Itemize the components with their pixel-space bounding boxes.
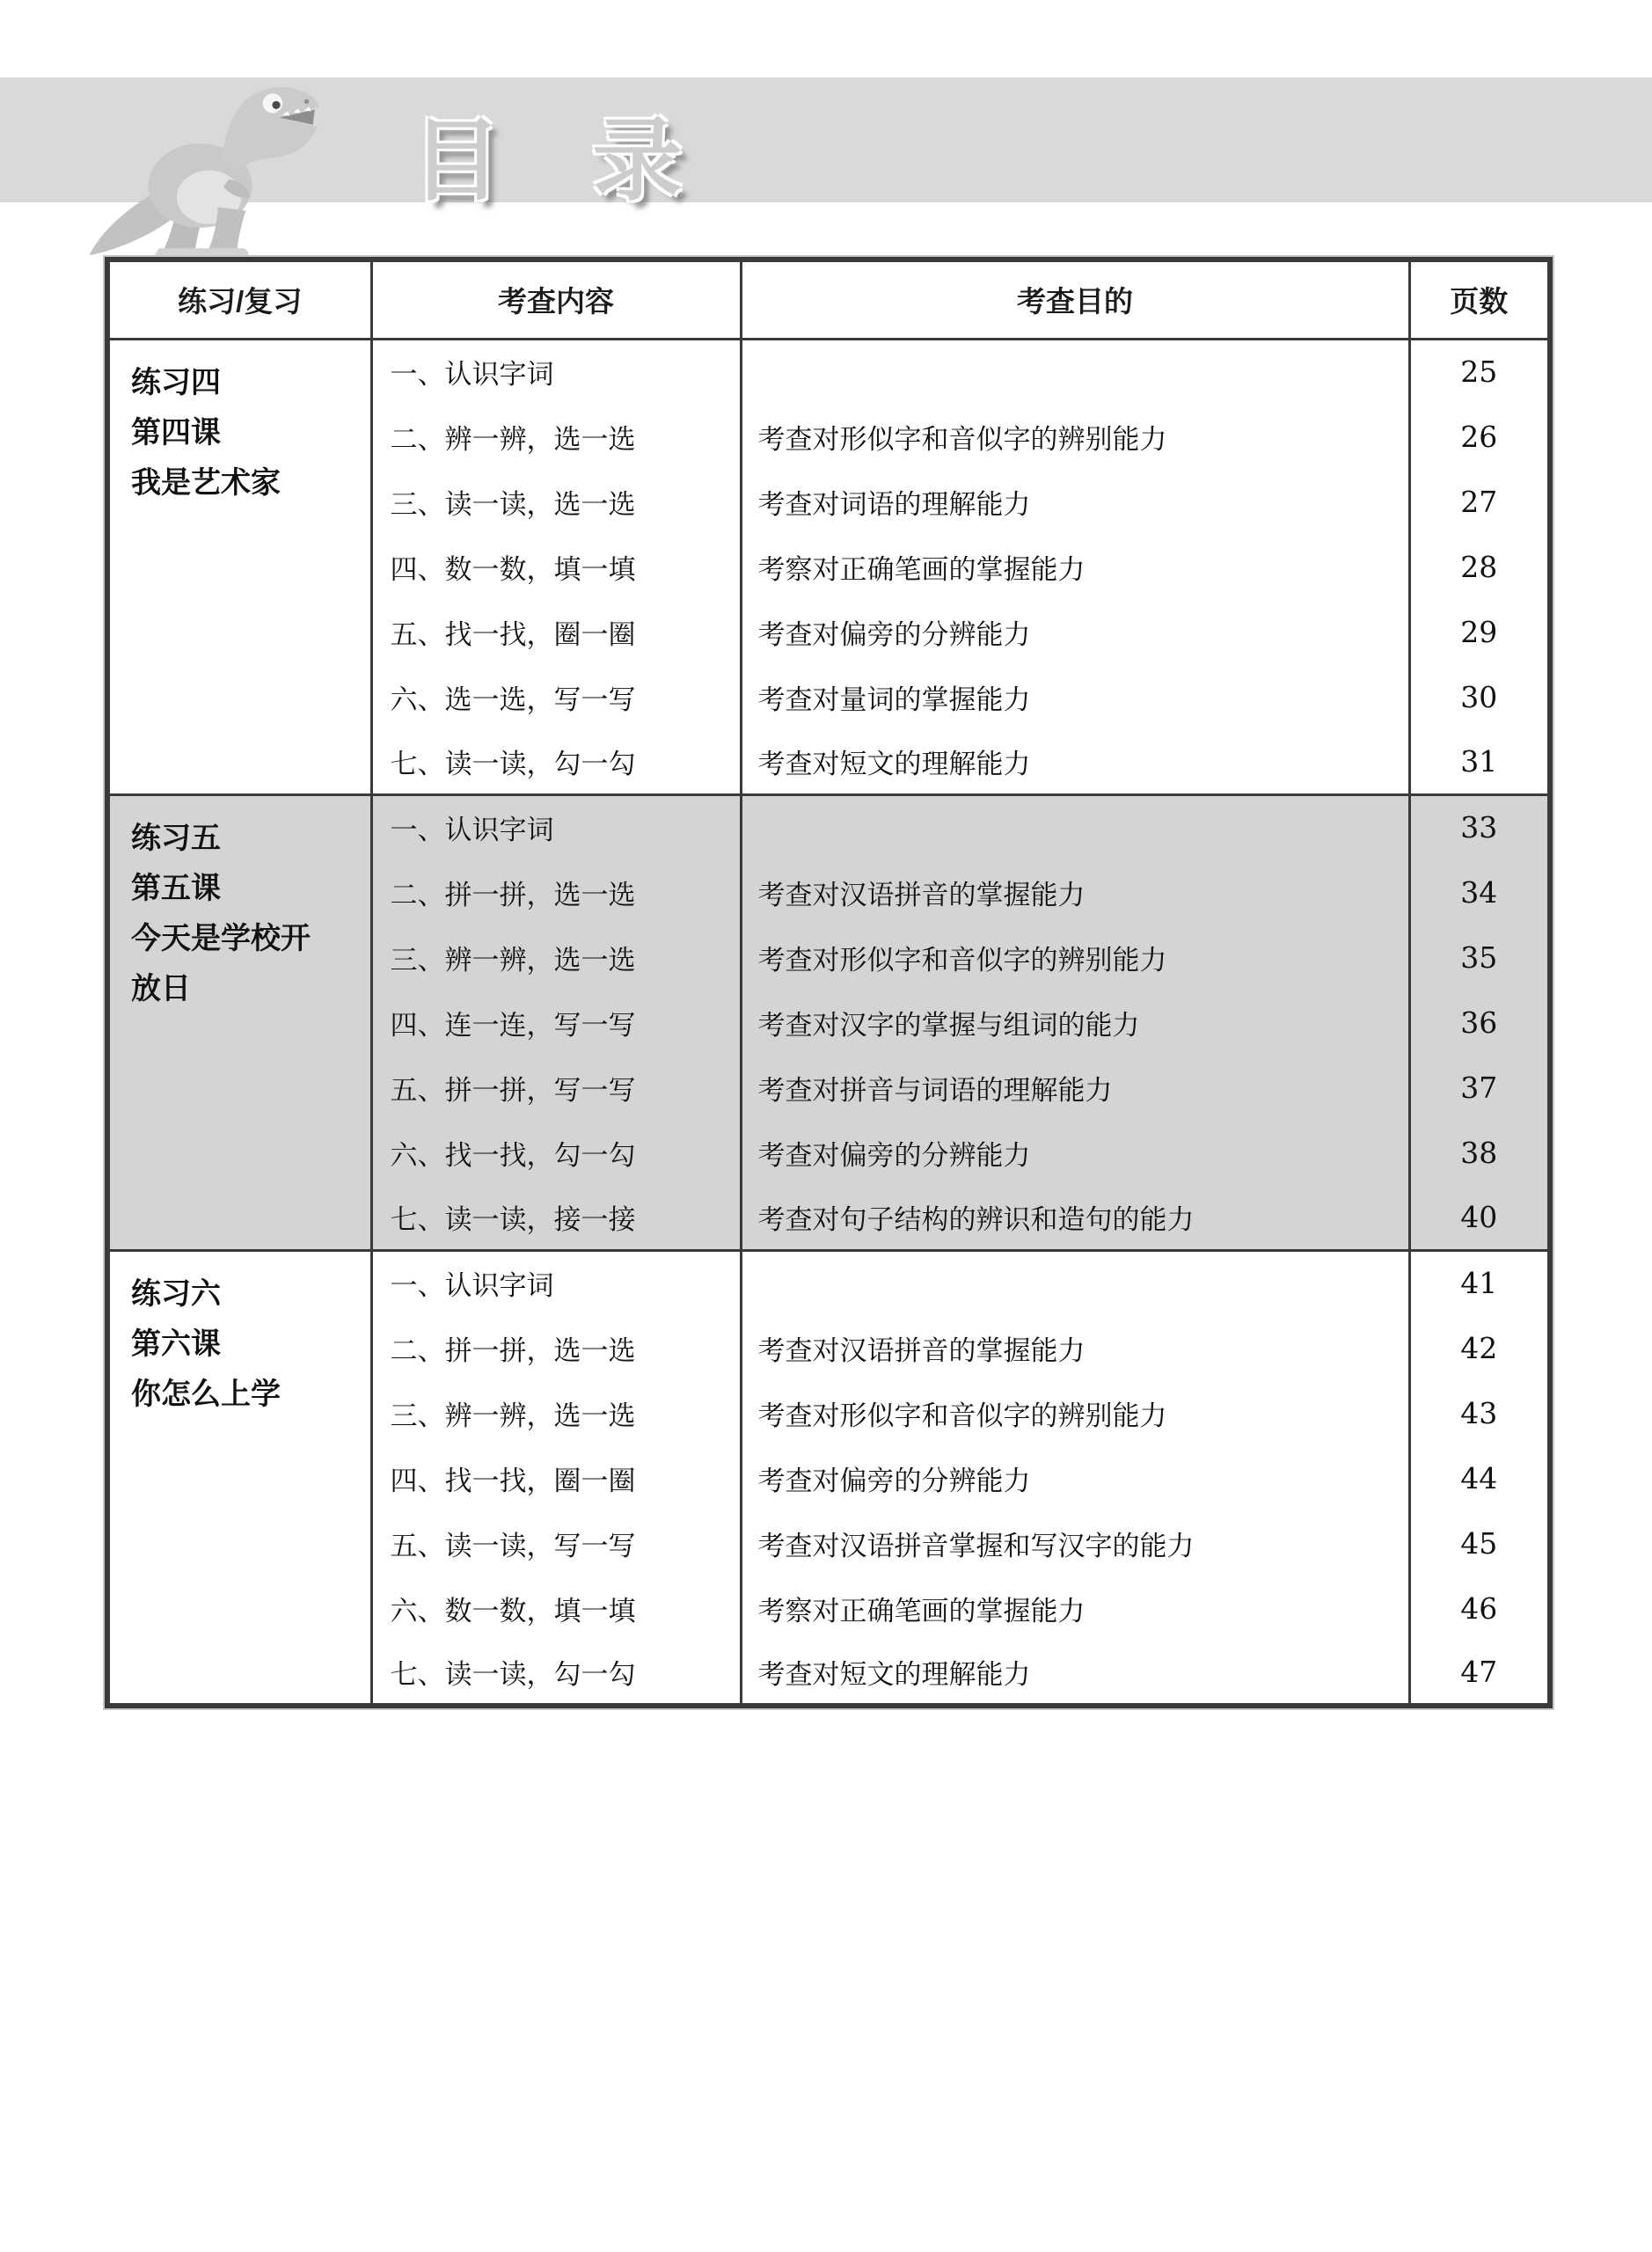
page-number: 47 xyxy=(1409,1641,1550,1706)
exercise-purpose: 考查对短文的理解能力 xyxy=(741,1641,1409,1706)
page-number: 29 xyxy=(1409,599,1550,664)
exercise-item: 四、数一数，填一填 xyxy=(371,534,741,599)
exercise-item: 二、拼一拼，选一选 xyxy=(371,859,741,925)
lesson-line: 第五课 xyxy=(131,871,221,905)
page-number: 46 xyxy=(1409,1576,1550,1641)
exercise-item: 三、辨一辨，选一选 xyxy=(371,925,741,990)
table-row xyxy=(107,1250,1550,1315)
table-row xyxy=(107,339,1550,404)
lesson-cell xyxy=(107,794,371,1250)
page-number: 26 xyxy=(1409,404,1550,469)
exercise-item: 三、辨一辨，选一选 xyxy=(371,1380,741,1445)
page-number: 42 xyxy=(1409,1315,1550,1380)
page-number: 27 xyxy=(1409,469,1550,534)
exercise-purpose: 考查对短文的理解能力 xyxy=(741,729,1409,794)
exercise-purpose: 考查对形似字和音似字的辨别能力 xyxy=(741,1380,1409,1445)
exercise-purpose xyxy=(741,1250,1409,1315)
exercise-purpose: 考查对偏旁的分辨能力 xyxy=(741,1445,1409,1510)
table-row xyxy=(107,794,1550,859)
header-page-number: 页数 xyxy=(1409,260,1550,339)
exercise-item: 三、读一读，选一选 xyxy=(371,469,741,534)
page-number: 43 xyxy=(1409,1380,1550,1445)
lesson-line: 今天是学校开放日 xyxy=(131,921,311,1005)
page-number: 31 xyxy=(1409,729,1550,794)
exercise-purpose: 考察对正确笔画的掌握能力 xyxy=(741,1576,1409,1641)
exercise-item: 一、认识字词 xyxy=(371,1250,741,1315)
page-number: 41 xyxy=(1409,1250,1550,1315)
exercise-item: 五、读一读，写一写 xyxy=(371,1510,741,1576)
exercise-item: 二、辨一辨，选一选 xyxy=(371,404,741,469)
page-number: 38 xyxy=(1409,1120,1550,1185)
dinosaur-illustration xyxy=(75,55,325,266)
lesson-line: 你怎么上学 xyxy=(131,1377,281,1411)
lesson-line: 练习六 xyxy=(131,1276,221,1311)
exercise-item: 一、认识字词 xyxy=(371,794,741,859)
lesson-line: 第四课 xyxy=(131,415,221,450)
exercise-purpose: 考查对汉语拼音的掌握能力 xyxy=(741,1315,1409,1380)
toc-table-header xyxy=(107,260,1550,339)
exercise-item: 四、找一找，圈一圈 xyxy=(371,1445,741,1510)
exercise-item: 四、连一连，写一写 xyxy=(371,990,741,1055)
toc-table xyxy=(105,257,1553,1708)
exercise-item: 五、拼一拼，写一写 xyxy=(371,1055,741,1120)
page-number: 33 xyxy=(1409,794,1550,859)
exercise-item: 一、认识字词 xyxy=(371,339,741,404)
exercise-purpose: 考察对正确笔画的掌握能力 xyxy=(741,534,1409,599)
page-number: 36 xyxy=(1409,990,1550,1055)
page-number: 34 xyxy=(1409,859,1550,925)
exercise-purpose: 考查对形似字和音似字的辨别能力 xyxy=(741,404,1409,469)
page-number: 25 xyxy=(1409,339,1550,404)
exercise-item: 六、找一找，勾一勾 xyxy=(371,1120,741,1185)
page-number: 30 xyxy=(1409,664,1550,729)
exercise-purpose: 考查对拼音与词语的理解能力 xyxy=(741,1055,1409,1120)
page-number: 45 xyxy=(1409,1510,1550,1576)
exercise-item: 六、选一选，写一写 xyxy=(371,664,741,729)
page-number: 44 xyxy=(1409,1445,1550,1510)
exercise-purpose xyxy=(741,339,1409,404)
lesson-line: 练习五 xyxy=(131,821,221,855)
page-number: 28 xyxy=(1409,534,1550,599)
page-number: 35 xyxy=(1409,925,1550,990)
exercise-purpose: 考查对汉语拼音掌握和写汉字的能力 xyxy=(741,1510,1409,1576)
lesson-line: 第六课 xyxy=(131,1327,221,1361)
lesson-cell xyxy=(107,339,371,794)
exercise-item: 五、找一找，圈一圈 xyxy=(371,599,741,664)
exercise-purpose: 考查对量词的掌握能力 xyxy=(741,664,1409,729)
lesson-cell xyxy=(107,1250,371,1706)
exercise-purpose: 考查对偏旁的分辨能力 xyxy=(741,599,1409,664)
exercise-purpose: 考查对句子结构的辨识和造句的能力 xyxy=(741,1185,1409,1250)
header-row xyxy=(107,260,1550,339)
exercise-item: 七、读一读，勾一勾 xyxy=(371,1641,741,1706)
exercise-purpose: 考查对汉语拼音的掌握能力 xyxy=(741,859,1409,925)
header-test-content: 考查内容 xyxy=(371,260,741,339)
toc-table-body xyxy=(107,339,1550,1706)
exercise-item: 二、拼一拼，选一选 xyxy=(371,1315,741,1380)
page-title: 目 录 xyxy=(412,109,713,214)
exercise-purpose: 考查对词语的理解能力 xyxy=(741,469,1409,534)
exercise-purpose: 考查对汉字的掌握与组词的能力 xyxy=(741,990,1409,1055)
exercise-purpose: 考查对偏旁的分辨能力 xyxy=(741,1120,1409,1185)
page-number: 37 xyxy=(1409,1055,1550,1120)
lesson-line: 我是艺术家 xyxy=(131,465,281,500)
header-test-purpose: 考查目的 xyxy=(741,260,1409,339)
exercise-item: 七、读一读，接一接 xyxy=(371,1185,741,1250)
exercise-item: 七、读一读，勾一勾 xyxy=(371,729,741,794)
lesson-line: 练习四 xyxy=(131,365,221,399)
exercise-purpose xyxy=(741,794,1409,859)
page-number: 40 xyxy=(1409,1185,1550,1250)
exercise-item: 六、数一数，填一填 xyxy=(371,1576,741,1641)
exercise-purpose: 考查对形似字和音似字的辨别能力 xyxy=(741,925,1409,990)
header-exercise-review: 练习/复习 xyxy=(107,260,371,339)
